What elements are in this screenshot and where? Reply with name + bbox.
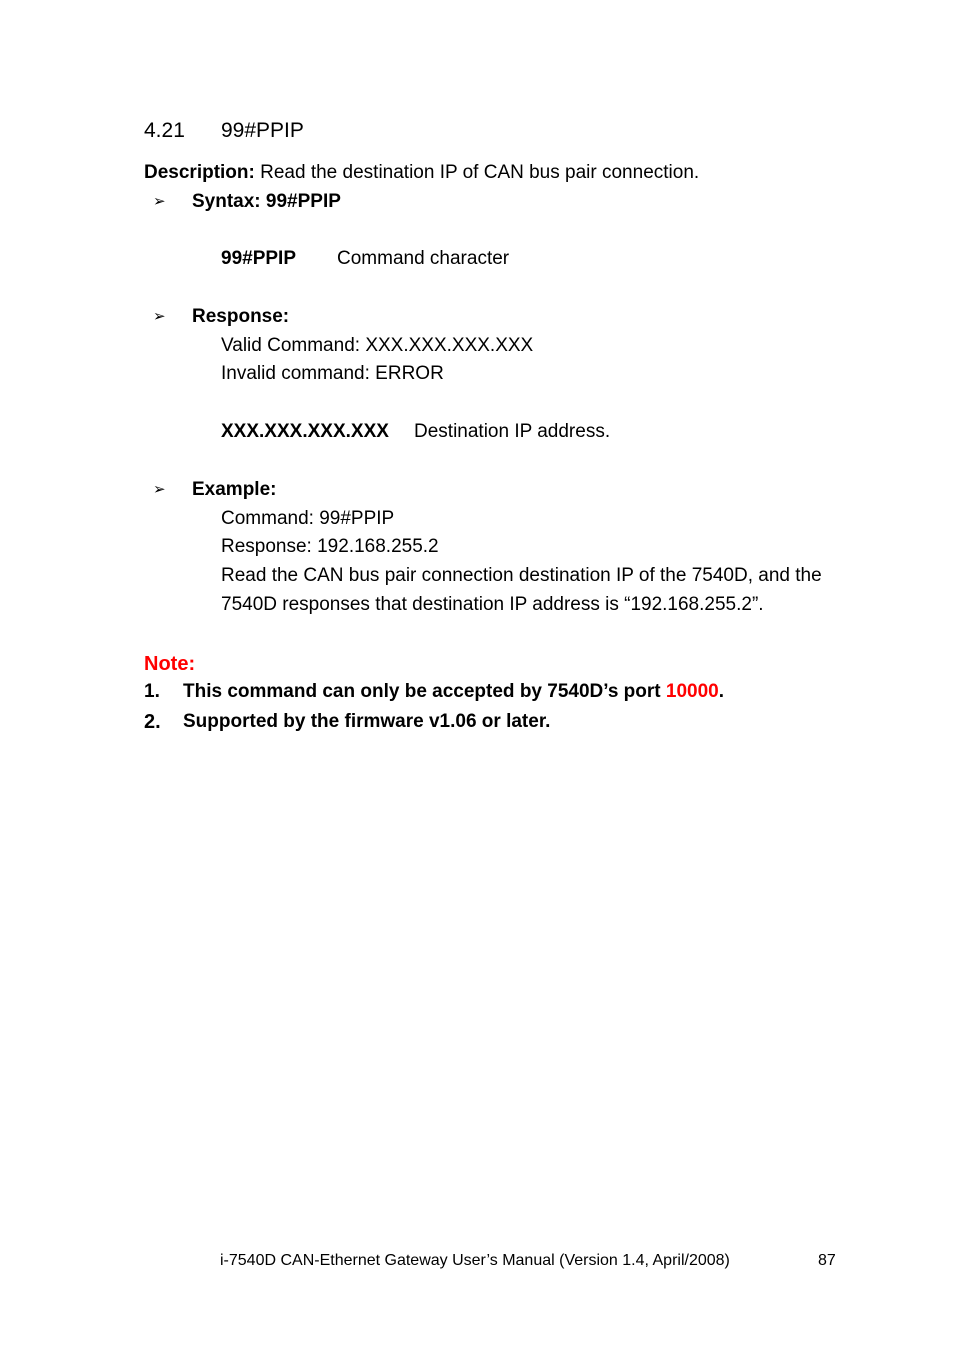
- note-item2-text: Supported by the firmware v1.06 or later.: [183, 711, 551, 732]
- syntax-term: 99#PPIP: [221, 248, 296, 269]
- note-item2-number: 2.: [144, 711, 161, 733]
- note-label: Note:: [144, 653, 196, 675]
- example-bullet-icon: ➢: [153, 481, 166, 498]
- section-number: 4.21: [144, 119, 185, 142]
- response-definition: Destination IP address.: [414, 421, 611, 442]
- example-heading: Example:: [192, 479, 277, 500]
- description: [144, 161, 699, 185]
- response-invalid: Invalid command: ERROR: [221, 363, 444, 384]
- response-term: XXX.XXX.XXX.XXX: [221, 421, 389, 442]
- description-text: Read the destination IP of CAN bus pair connection.: [254, 162, 700, 183]
- response-bullet-icon: ➢: [153, 308, 166, 325]
- section-title: 99#PPIP: [221, 119, 304, 142]
- note-item1-number: 1.: [144, 681, 160, 702]
- syntax-definition: Command character: [337, 248, 510, 269]
- footer-text: i-7540D CAN-Ethernet Gateway User’s Manual (Version 1.4, April/2008): [220, 1252, 730, 1269]
- example-explanation-line1: Read the CAN bus pair connection destination IP of the 7540D, and the: [221, 565, 822, 586]
- note-item1-port: 10000: [665, 681, 719, 702]
- note-item1-end: .: [718, 681, 725, 702]
- example-explanation-line2: 7540D responses that destination IP address is “192.168.255.2”.: [221, 594, 764, 615]
- section-heading: [144, 118, 304, 144]
- description-label: Description:: [144, 162, 255, 183]
- example-command: Command: 99#PPIP: [221, 508, 395, 529]
- syntax-heading: Syntax: 99#PPIP: [192, 191, 341, 212]
- page-number: 87: [818, 1252, 836, 1269]
- syntax-bullet-icon: ➢: [153, 193, 166, 210]
- response-valid: Valid Command: XXX.XXX.XXX.XXX: [221, 335, 534, 356]
- example-response: Response: 192.168.255.2: [221, 536, 439, 557]
- note-item1: [183, 680, 724, 704]
- note-item1-text: This command can only be accepted by 7540D’s port: [183, 681, 666, 702]
- response-heading: Response:: [192, 306, 290, 327]
